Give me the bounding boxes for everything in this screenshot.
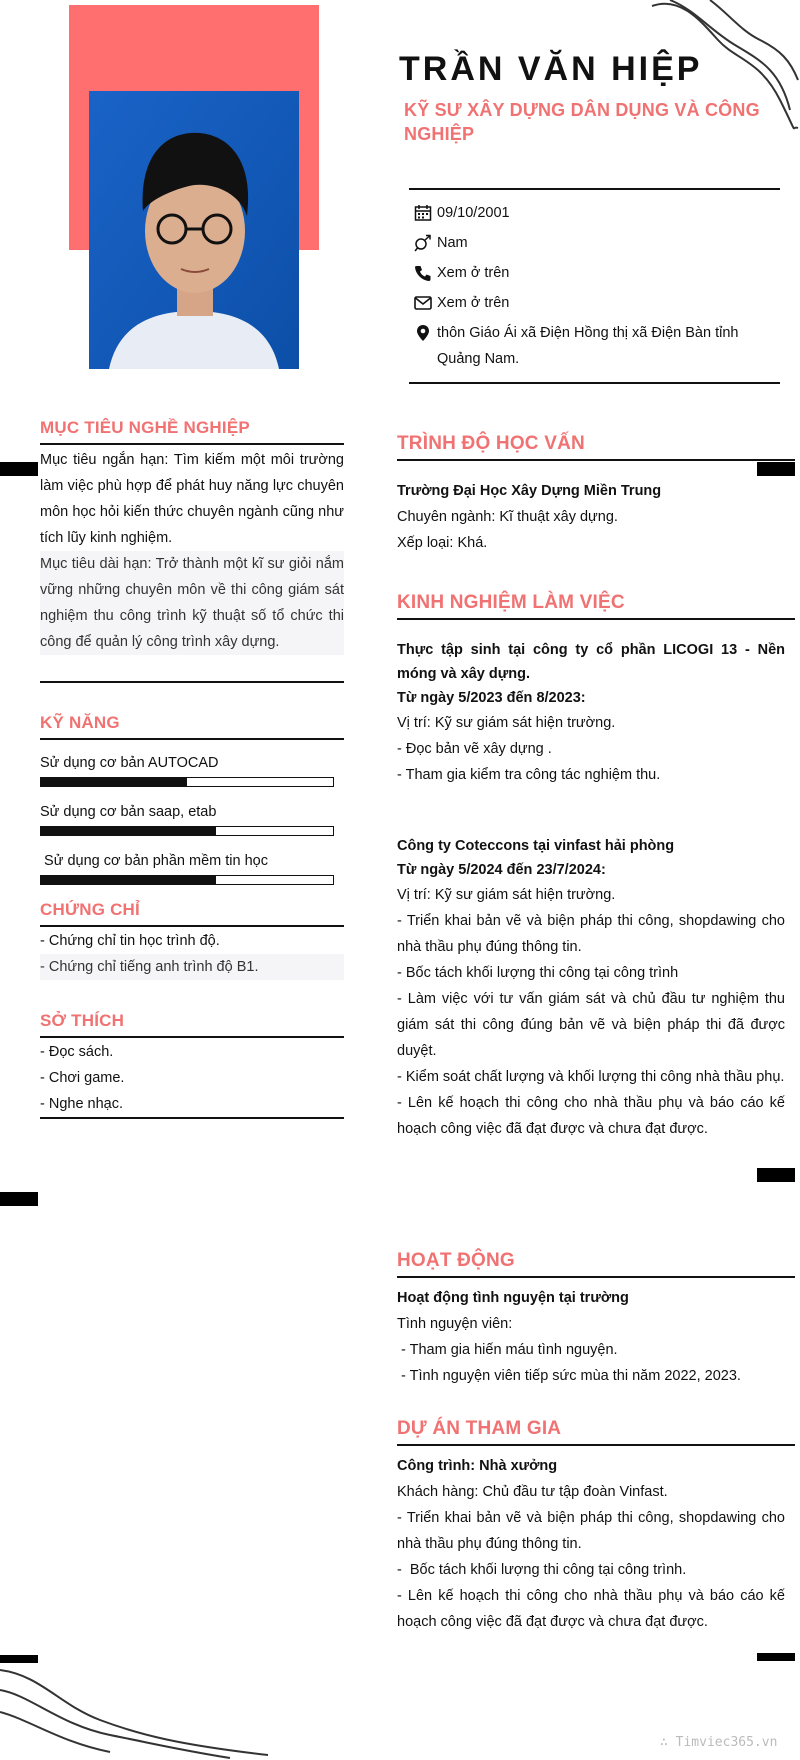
contact-dob: 09/10/2001 xyxy=(437,205,510,221)
projects-heading: Công trình: Nhà xưởng xyxy=(397,1458,558,1474)
skill-bar-fill xyxy=(41,778,187,786)
skills-title-rule xyxy=(40,738,344,740)
projects-line: - Lên kế hoạch thi công cho nhà thầu phụ và báo cáo kế hoạch công việc đã đạt được và chưa đạt được. xyxy=(397,1588,785,1630)
job-line: - Lên kế hoạch thi công cho nhà thầu phụ và báo cáo kế hoạch công việc đã đạt được và chưa đạt được. xyxy=(397,1095,785,1137)
contact-address xyxy=(437,320,738,372)
projects-line: Khách hàng: Chủ đầu tư tập đoàn Vinfast. xyxy=(397,1484,668,1500)
skill-bar xyxy=(40,826,334,836)
watermark-text: Timviec365.vn xyxy=(675,1735,778,1750)
skill-bar-fill xyxy=(41,827,216,835)
marker-left-1 xyxy=(0,462,38,476)
objective-short-term: Mục tiêu ngắn hạn: Tìm kiếm một môi trường làm việc phù hợp để phát huy năng lực chuyên môn học hỏi kiến thức chuyên ngành cũng như tích lũy kinh nghiệm. xyxy=(40,452,344,546)
hobby-item: - Chơi game. xyxy=(40,1070,125,1086)
profile-photo xyxy=(89,91,299,369)
job-period: Từ ngày 5/2023 đến 8/2023: xyxy=(397,690,586,706)
decorative-waves-bottom xyxy=(0,1650,270,1760)
projects-title: DỰ ÁN THAM GIA xyxy=(397,1418,562,1439)
experience-title-rule xyxy=(397,618,795,620)
job-company: Công ty Coteccons tại vinfast hải phòng xyxy=(397,838,675,854)
experience-title: KINH NGHIỆM LÀM VIỆC xyxy=(397,592,625,613)
phone-icon xyxy=(414,264,432,282)
marker-left-3 xyxy=(0,1655,38,1663)
objective-title-rule xyxy=(40,443,344,445)
job-title-line2: NGHIỆP xyxy=(404,124,475,144)
job-title-line1: KỸ SƯ XÂY DỰNG DÂN DỤNG VÀ CÔNG xyxy=(404,100,760,120)
job-line: - Tham gia kiểm tra công tác nghiệm thu. xyxy=(397,767,661,783)
gender-icon xyxy=(414,234,432,252)
skill-label: Sử dụng cơ bản phần mềm tin học xyxy=(40,853,268,869)
job-entry xyxy=(397,834,785,1142)
marker-right-2 xyxy=(757,1168,795,1182)
activities-title: HOẠT ĐỘNG xyxy=(397,1250,515,1271)
hobbies-title-rule xyxy=(40,1036,344,1038)
education-grade: Xếp loại: Khá. xyxy=(397,535,488,551)
education-title: TRÌNH ĐỘ HỌC VẤN xyxy=(397,433,585,454)
skill-bar-fill xyxy=(41,876,216,884)
marker-right-3 xyxy=(757,1653,795,1661)
skill-bar xyxy=(40,777,334,787)
projects-body xyxy=(397,1453,785,1635)
job-line: Vị trí: Kỹ sư giám sát hiện trường. xyxy=(397,715,616,731)
skill-item xyxy=(40,853,344,893)
projects-line: - Triển khai bản vẽ và biện pháp thi công, shopdawing cho nhà thầu phụ đúng thông tin. xyxy=(397,1510,785,1552)
skills-list xyxy=(40,755,344,895)
activities-line: Tình nguyện viên: xyxy=(397,1316,513,1332)
email-icon xyxy=(414,294,432,312)
certificate-item: - Chứng chỉ tin học trình độ. xyxy=(40,933,220,949)
watermark xyxy=(660,1735,777,1750)
marker-right-1 xyxy=(757,462,795,476)
skills-title: KỸ NĂNG xyxy=(40,713,120,732)
job-line: - Làm việc với tư vấn giám sát và chủ đầu tư nghiệm thu giám sát thi công đúng bản vẽ và biện pháp thi đã được duyệt. xyxy=(397,991,785,1059)
watermark-icon: ∴ xyxy=(660,1735,676,1750)
skill-label: Sử dụng cơ bản AUTOCAD xyxy=(40,755,219,771)
skill-bar xyxy=(40,875,334,885)
contact-bottom-rule xyxy=(409,382,780,384)
activities-body xyxy=(397,1285,785,1389)
job-title xyxy=(404,98,760,146)
contact-address-line2: Quảng Nam. xyxy=(437,351,520,367)
education-title-rule xyxy=(397,459,795,461)
job-entry xyxy=(397,638,785,788)
job-line: - Kiểm soát chất lượng và khối lượng thi công nhà thầu phụ. xyxy=(397,1069,785,1085)
objective-long-term: Mục tiêu dài hạn: Trở thành một kĩ sư giỏi nắm vững những chuyên môn về thi công giám sát nghiệm thu công trình kỹ thuật số tổ chức thi công để quản lý công trình xây dựng. xyxy=(40,551,344,655)
activities-line: - Tình nguyện viên tiếp sức mùa thi năm 2022, 2023. xyxy=(397,1368,741,1384)
skill-item xyxy=(40,804,344,844)
job-period: Từ ngày 5/2024 đến 23/7/2024: xyxy=(397,862,606,878)
contact-gender: Nam xyxy=(437,235,468,251)
certificate-item: - Chứng chỉ tiếng anh trình độ B1. xyxy=(40,954,344,980)
contact-email: Xem ở trên xyxy=(437,295,510,311)
contact-phone: Xem ở trên xyxy=(437,265,510,281)
calendar-icon xyxy=(414,204,432,222)
contact-top-rule xyxy=(409,188,780,190)
marker-left-2 xyxy=(0,1192,38,1206)
hobbies-bottom-rule xyxy=(40,1117,344,1119)
objective-bottom-rule xyxy=(40,681,344,683)
certificates-title-rule xyxy=(40,925,344,927)
job-line: - Đọc bản vẽ xây dựng . xyxy=(397,741,552,757)
contact-address-line1: thôn Giáo Ái xã Điện Hồng thị xã Điện Bàn tỉnh xyxy=(437,325,739,341)
job-line: - Triển khai bản vẽ và biện pháp thi công, shopdawing cho nhà thầu phụ đúng thông tin. xyxy=(397,913,785,955)
skill-label: Sử dụng cơ bản saap, etab xyxy=(40,804,217,820)
location-pin-icon xyxy=(414,324,432,342)
job-company: Thực tập sinh tại công ty cổ phần LICOGI 13 - Nền móng và xây dựng. xyxy=(397,642,785,682)
hobbies-title: SỞ THÍCH xyxy=(40,1011,125,1030)
hobby-item: - Nghe nhạc. xyxy=(40,1096,124,1112)
activities-title-rule xyxy=(397,1276,795,1278)
objective-title: MỤC TIÊU NGHỀ NGHIỆP xyxy=(40,418,250,437)
education-major: Chuyên ngành: Kĩ thuật xây dựng. xyxy=(397,509,618,525)
projects-title-rule xyxy=(397,1444,795,1446)
person-name: TRẦN VĂN HIỆP xyxy=(399,50,703,88)
activities-line: - Tham gia hiến máu tình nguyện. xyxy=(397,1342,618,1358)
education-school: Trường Đại Học Xây Dựng Miền Trung xyxy=(397,483,662,499)
job-line: - Bốc tách khối lượng thi công tại công trình xyxy=(397,965,679,981)
projects-line: - Bốc tách khối lượng thi công tại công trình. xyxy=(397,1562,687,1578)
job-line: Vị trí: Kỹ sư giám sát hiện trường. xyxy=(397,887,616,903)
activities-heading: Hoạt động tình nguyện tại trường xyxy=(397,1290,629,1306)
hobby-item: - Đọc sách. xyxy=(40,1044,114,1060)
certificates-title: CHỨNG CHỈ xyxy=(40,900,140,919)
skill-item xyxy=(40,755,344,795)
